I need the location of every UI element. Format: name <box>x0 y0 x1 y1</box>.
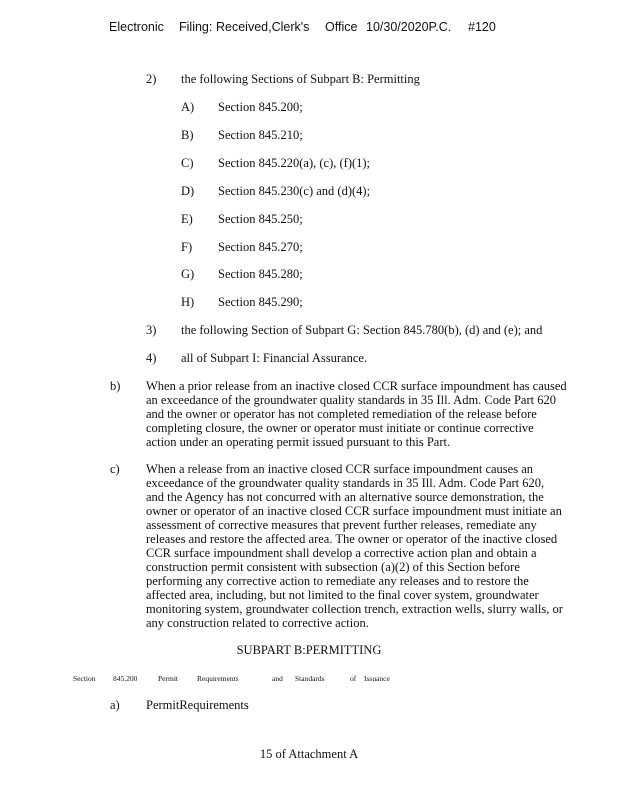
header-received: Received,Clerk's <box>216 20 310 34</box>
paragraph-line: owner or operator of an inactive closed CCR surface impoundment must initiate an <box>146 504 562 518</box>
section-title-of: of <box>350 674 357 683</box>
section-title-permit: Permit <box>158 674 178 683</box>
header-office: Office <box>325 20 358 34</box>
paragraph-line: performing any corrective action to remediate any releases and to restore the <box>146 574 529 588</box>
paragraph-b-label: b) <box>110 379 121 393</box>
list-item-text: Section 845.290; <box>218 295 303 309</box>
paragraph-line: an exceedance of the groundwater quality standards in 35 Ill. Adm. Code Part 620 <box>146 393 556 407</box>
paragraph-line: CCR surface impoundment shall develop a corrective action plan and obtain a <box>146 546 537 560</box>
paragraph-line: When a prior release from an inactive closed CCR surface impoundment has caused <box>146 379 567 393</box>
paragraph-c <box>146 462 602 630</box>
paragraph-line: any construction related to corrective action. <box>146 616 369 630</box>
section-title-standards: Standards <box>295 674 325 683</box>
paragraph-line: action under an operating permit issued pursuant to this Part. <box>146 435 451 449</box>
item-2-text: the following Sections of Subpart B: Permitting <box>181 72 420 86</box>
paragraph-line: monitoring system, groundwater collection trench, extraction wells, slurry walls, or <box>146 602 563 616</box>
paragraph-line: releases and restore the affected area. The owner or operator of the inactive closed <box>146 532 558 546</box>
header-date: 10/30/2020P.C. <box>366 20 452 34</box>
paragraph-b <box>146 379 602 449</box>
list-item-letter: H) <box>181 295 195 309</box>
paragraph-line: and the owner or operator has not completed remediation of the release before <box>146 407 537 421</box>
paragraph-line: and the Agency has not concurred with an alternative source demonstration, the <box>146 490 544 504</box>
list-item-letter: E) <box>181 212 193 226</box>
header-number: #120 <box>468 20 496 34</box>
header-filing: Filing: <box>179 20 213 34</box>
list-item-letter: A) <box>181 100 195 114</box>
item-4-number: 4) <box>146 351 157 365</box>
list-item-text: Section 845.280; <box>218 267 303 281</box>
item-a-label: a) <box>110 698 120 712</box>
list-item-text: Section 845.250; <box>218 212 303 226</box>
section-title-requirements: Requirements <box>197 674 239 683</box>
section-number: 845.200 <box>113 674 138 683</box>
list-item-text: Section 845.270; <box>218 240 303 254</box>
item-3-text: the following Section of Subpart G: Section 845.780(b), (d) and (e); and <box>181 323 543 337</box>
page-footer: 15 of Attachment A <box>259 747 359 761</box>
item-a-text: PermitRequirements <box>146 698 249 712</box>
list-item-text: Section 845.210; <box>218 128 303 142</box>
list-item-letter: D) <box>181 184 195 198</box>
list-item-letter: B) <box>181 128 194 142</box>
section-title-and: and <box>272 674 283 683</box>
paragraph-line: assessment of corrective measures that prevent further releases, remediate any <box>146 518 537 532</box>
list-item-letter: G) <box>181 267 195 281</box>
list-item-text: Section 845.200; <box>218 100 303 114</box>
section-title-issuance: Issuance <box>364 674 390 683</box>
paragraph-line: exceedance of the groundwater quality standards in 35 Ill. Adm. Code Part 620, <box>146 476 545 490</box>
paragraph-line: construction permit consistent with subsection (a)(2) of this Section before <box>146 560 520 574</box>
list-item-text: Section 845.230(c) and (d)(4); <box>218 184 371 198</box>
list-item-letter: C) <box>181 156 194 170</box>
item-3-number: 3) <box>146 323 157 337</box>
item-4-text: all of Subpart I: Financial Assurance. <box>181 351 368 365</box>
paragraph-line: completing closure, the owner or operator must initiate or continue corrective <box>146 421 534 435</box>
item-2-number: 2) <box>146 72 157 86</box>
header-electronic: Electronic <box>109 20 164 34</box>
section-word: Section <box>73 674 96 683</box>
subpart-heading: SUBPART B:PERMITTING <box>236 643 382 657</box>
list-item-letter: F) <box>181 240 193 254</box>
paragraph-line: When a release from an inactive closed CCR surface impoundment causes an <box>146 462 534 476</box>
paragraph-c-label: c) <box>110 462 120 476</box>
list-item-text: Section 845.220(a), (c), (f)(1); <box>218 156 371 170</box>
paragraph-line: affected area, including, but not limited to the final cover system, groundwater <box>146 588 539 602</box>
